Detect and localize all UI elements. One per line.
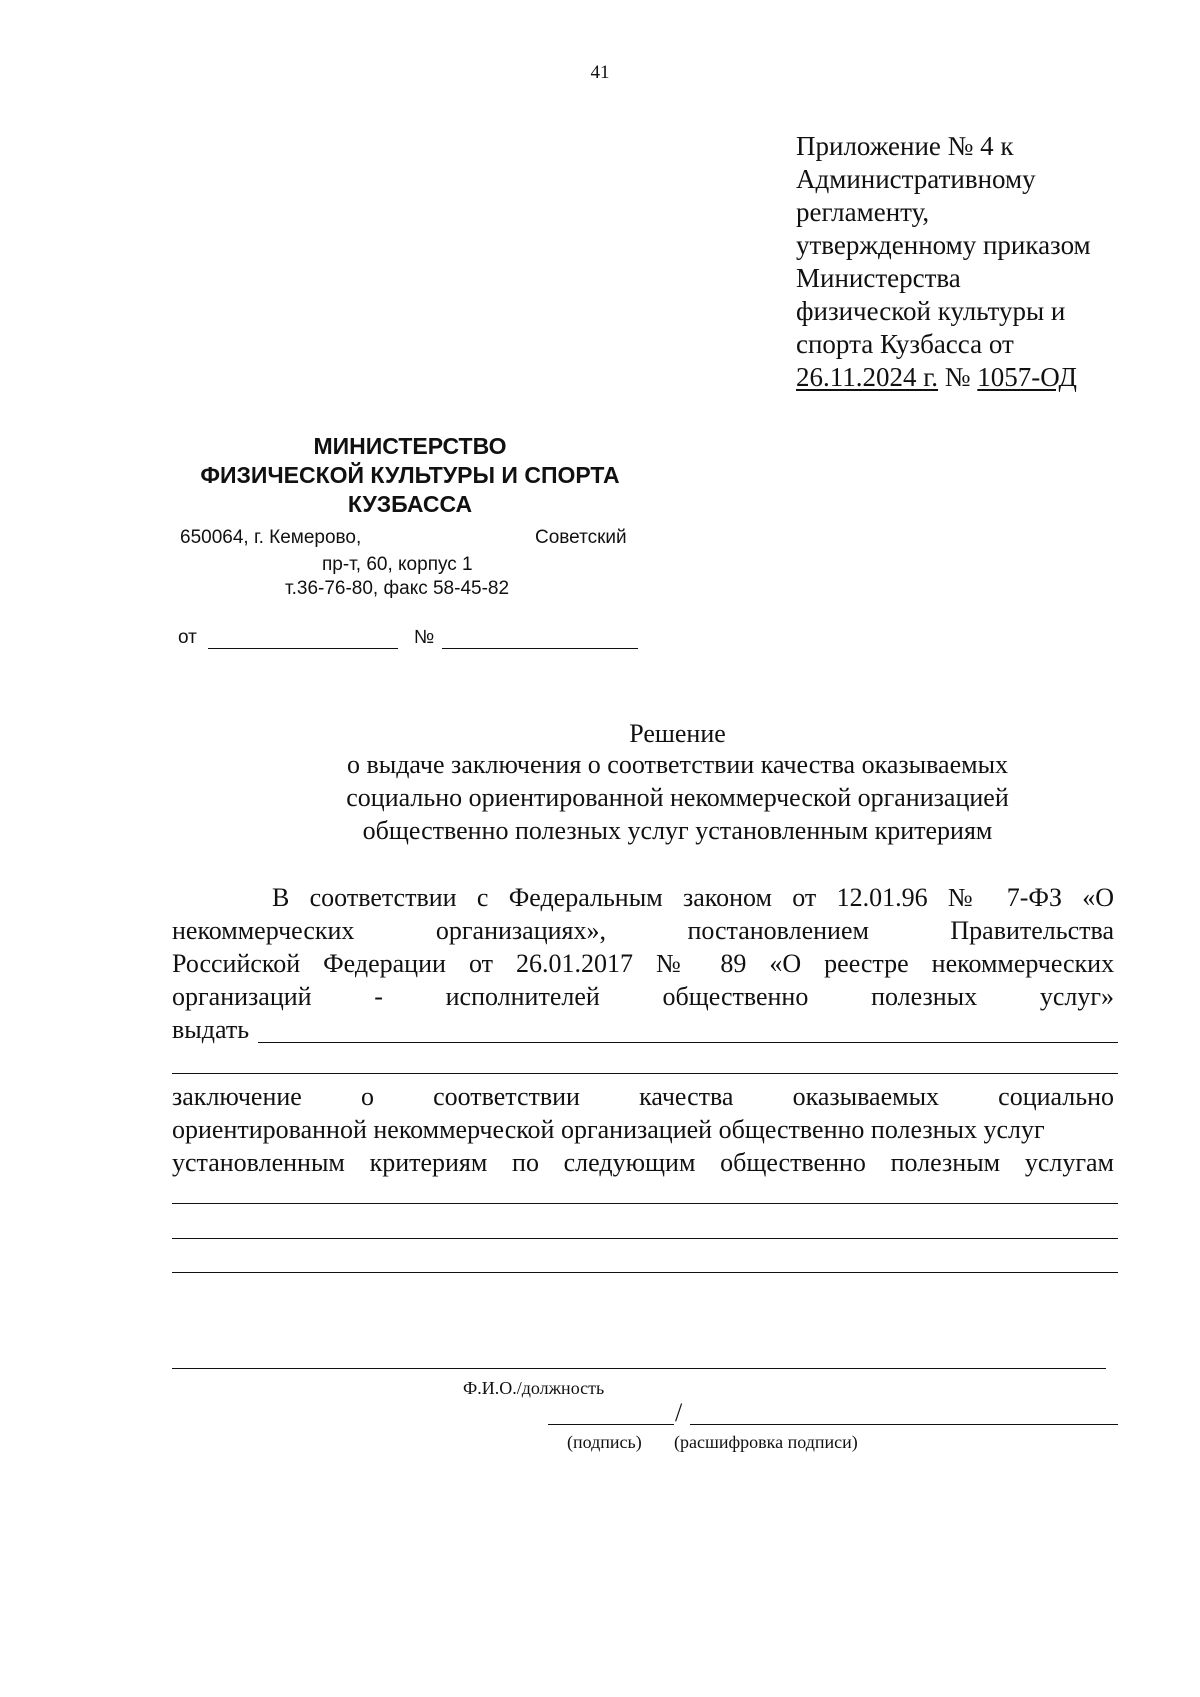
appendix-order-ref xyxy=(796,361,1116,394)
appendix-line: Приложение № 4 к xyxy=(796,131,1014,161)
ministry-line-1: МИНИСТЕРСТВО xyxy=(313,433,507,459)
body-line: Российской Федерации от 26.01.2017 № 89 «О реестре некоммерческих xyxy=(172,949,1114,978)
signature-decode-blank xyxy=(690,1424,1118,1425)
position-label: Ф.И.О./должность xyxy=(463,1378,605,1398)
page-number: 41 xyxy=(590,62,610,83)
address-street: пр-т, 60, корпус 1 xyxy=(322,554,473,575)
decision-subtitle-line: общественно полезных услуг установленным критериям xyxy=(362,816,993,845)
appendix-line: физической культуры и xyxy=(796,296,1066,326)
appendix-line: спорта Кузбасса от xyxy=(796,329,1014,359)
from-date-blank xyxy=(208,648,398,649)
order-number: 1057-ОД xyxy=(977,362,1077,392)
ministry-line-2: ФИЗИЧЕСКОЙ КУЛЬТУРЫ И СПОРТА xyxy=(200,462,620,488)
body-line: некоммерческих организациях», постановлением Правительства xyxy=(172,916,1114,945)
position-blank xyxy=(172,1368,1106,1369)
order-number-sign: № xyxy=(944,362,971,392)
body-line: установленным критериям по следующим общественно полезным услугам xyxy=(172,1148,1114,1177)
recipient-blank xyxy=(258,1042,1118,1043)
appendix-line: утвержденному приказом xyxy=(796,230,1091,260)
body-line: организаций - исполнителей общественно полезных услуг» xyxy=(172,982,1114,1011)
ref-number-blank xyxy=(442,648,638,649)
decision-subtitle-line: социально ориентированной некоммерческой организацией xyxy=(346,783,1009,812)
address-city: 650064, г. Кемерово, xyxy=(180,527,362,548)
address-street-start: Советский xyxy=(535,527,627,548)
signature-slash: / xyxy=(675,1398,683,1427)
issue-label: выдать xyxy=(172,1015,250,1044)
body-line: ориентированной некоммерческой организацией общественно полезных услуг xyxy=(172,1115,1045,1144)
services-blank xyxy=(172,1238,1118,1239)
order-date: 26.11.2024 г. xyxy=(796,362,939,392)
signature-label: (подпись) xyxy=(567,1432,642,1452)
appendix-line: Министерства xyxy=(796,263,961,293)
decision-subtitle-line: о выдаче заключения о соответствии качества оказываемых xyxy=(346,750,1009,779)
address-phones: т.36-76-80, факс 58-45-82 xyxy=(285,578,510,599)
signature-blank xyxy=(548,1424,674,1425)
body-line: заключение о соответствии качества оказываемых социально xyxy=(172,1082,1114,1111)
services-blank xyxy=(172,1203,1118,1204)
ministry-line-3: КУЗБАССА xyxy=(347,491,473,517)
ref-number-label: № xyxy=(414,627,435,648)
signature-decode-label: (расшифровка подписи) xyxy=(674,1432,858,1452)
decision-title: Решение xyxy=(629,719,726,748)
appendix-header xyxy=(796,130,1116,394)
body-line: В соответствии с Федеральным законом от 12.01.96 № 7-ФЗ «О xyxy=(272,883,1114,912)
from-date-label: от xyxy=(178,627,197,648)
services-blank xyxy=(172,1272,1118,1273)
ministry-name xyxy=(150,432,670,519)
recipient-blank-2 xyxy=(172,1073,1118,1074)
appendix-line: Административному xyxy=(796,164,1036,194)
appendix-line: регламенту, xyxy=(796,197,930,227)
